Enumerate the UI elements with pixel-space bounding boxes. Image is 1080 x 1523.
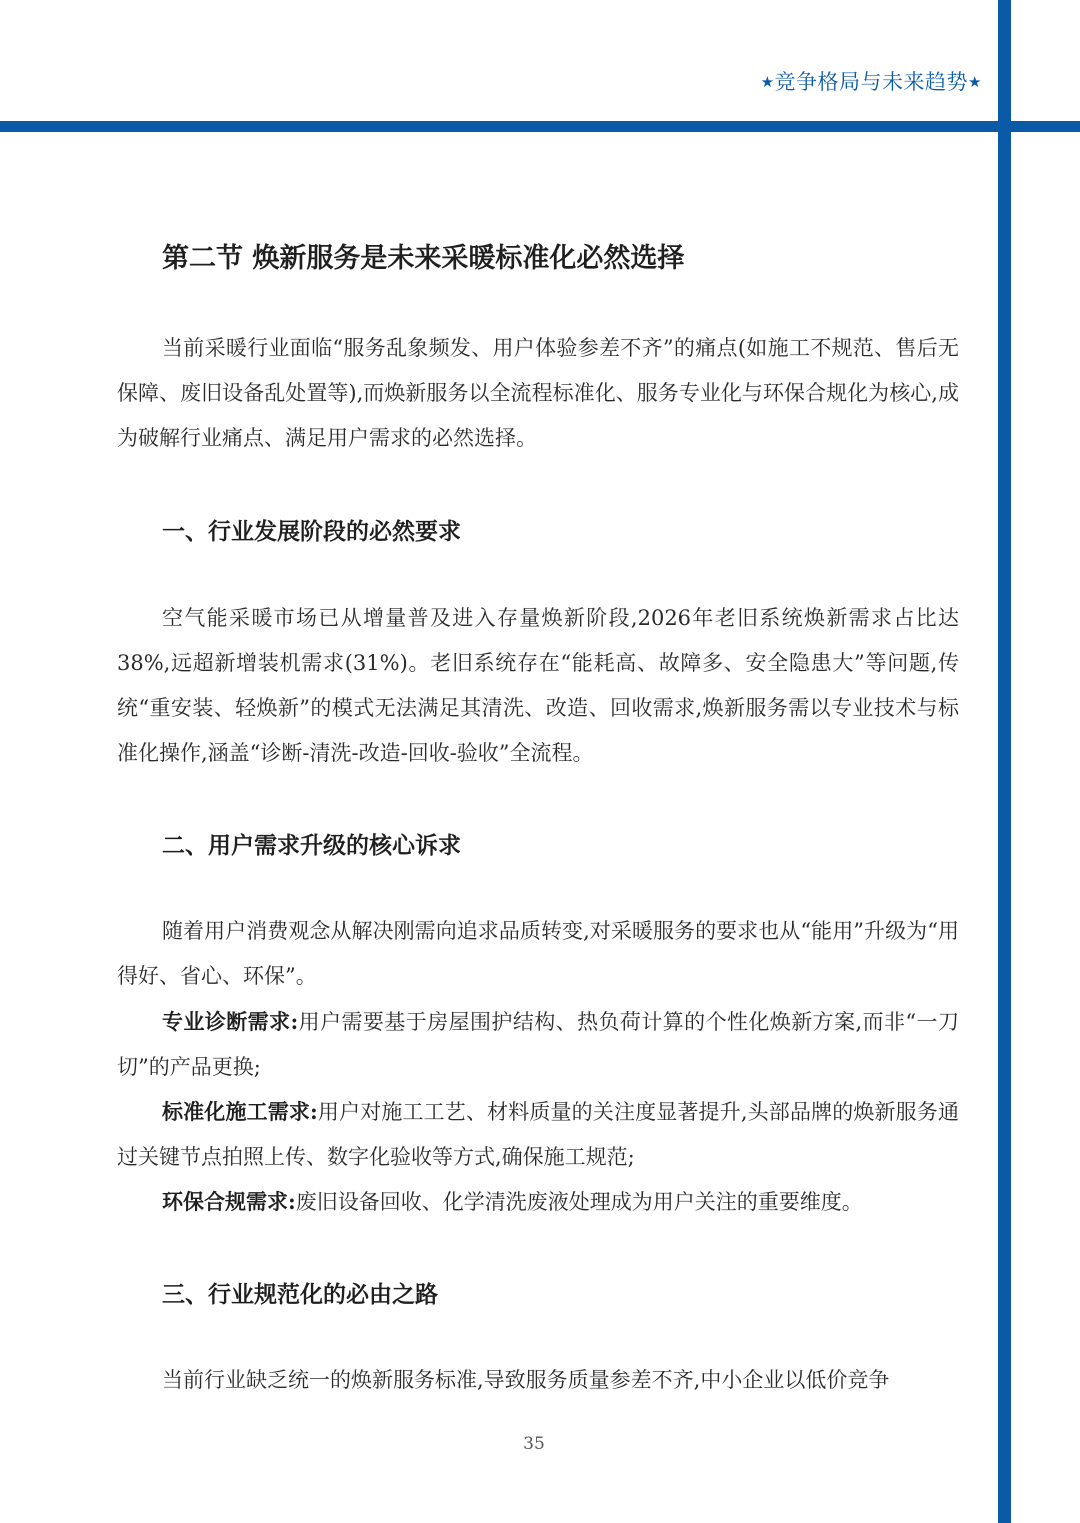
- list-item-text: 废旧设备回收、化学清洗废液处理成为用户关注的重要维度。: [295, 1190, 863, 1214]
- heading-3: 三、行业规范化的必由之路: [162, 1281, 438, 1308]
- intro-paragraph: 当前采暖行业面临“服务乱象频发、用户体验参差不齐”的痛点(如施工不规范、售后无保障、废旧设备乱处置等),而焕新服务以全流程标准化、服务专业化与环保合规化为核心,成为破解行业痛点、满足用户需求的必然选择。: [117, 336, 959, 450]
- list-item-label: 环保合规需求:: [162, 1189, 296, 1214]
- header-rule: [0, 121, 1080, 132]
- list-item-environment: [117, 1179, 959, 1224]
- right-accent-bar: [998, 0, 1011, 1523]
- heading-1: 一、行业发展阶段的必然要求: [162, 518, 461, 545]
- running-header: [761, 66, 982, 96]
- list-item-construction: [117, 1089, 959, 1179]
- section-title: 第二节 焕新服务是未来采暖标准化必然选择: [162, 243, 685, 274]
- star-icon: ★: [968, 73, 982, 91]
- running-header-title: 竞争格局与未来趋势: [774, 70, 969, 94]
- paragraph-2: 随着用户消费观念从解决刚需向追求品质转变,对采暖服务的要求也从“能用”升级为“用得好、省心、环保”。: [117, 919, 959, 988]
- paragraph-1: 空气能采暖市场已从增量普及进入存量焕新阶段,2026年老旧系统焕新需求占比达38%,远超新增装机需求(31%)。老旧系统存在“能耗高、故障多、安全隐患大”等问题,传统“重安装、轻焕新”的模式无法满足其清洗、改造、回收需求,焕新服务需以专业技术与标准化操作,涵盖“诊断-清洗-改造-回收-验收”全流程。: [117, 606, 959, 765]
- list-item-label: 专业诊断需求:: [162, 1009, 299, 1034]
- paragraph-3: 当前行业缺乏统一的焕新服务标准,导致服务质量参差不齐,中小企业以低价竞争: [162, 1368, 890, 1392]
- star-icon: ★: [760, 73, 775, 91]
- list-item-text: 用户需要基于房屋围护结构、热负荷计算的个性化焕新方案,而非“一刀切”的产品更换;: [117, 1010, 959, 1079]
- list-item-label: 标准化施工需求:: [162, 1099, 318, 1124]
- page-number: 35: [523, 1434, 545, 1454]
- list-item-text: 用户对施工工艺、材料质量的关注度显著提升,头部品牌的焕新服务通过关键节点拍照上传、数字化验收等方式,确保施工规范;: [117, 1100, 959, 1169]
- list-item-diagnosis: [117, 999, 959, 1089]
- heading-2: 二、用户需求升级的核心诉求: [162, 832, 461, 859]
